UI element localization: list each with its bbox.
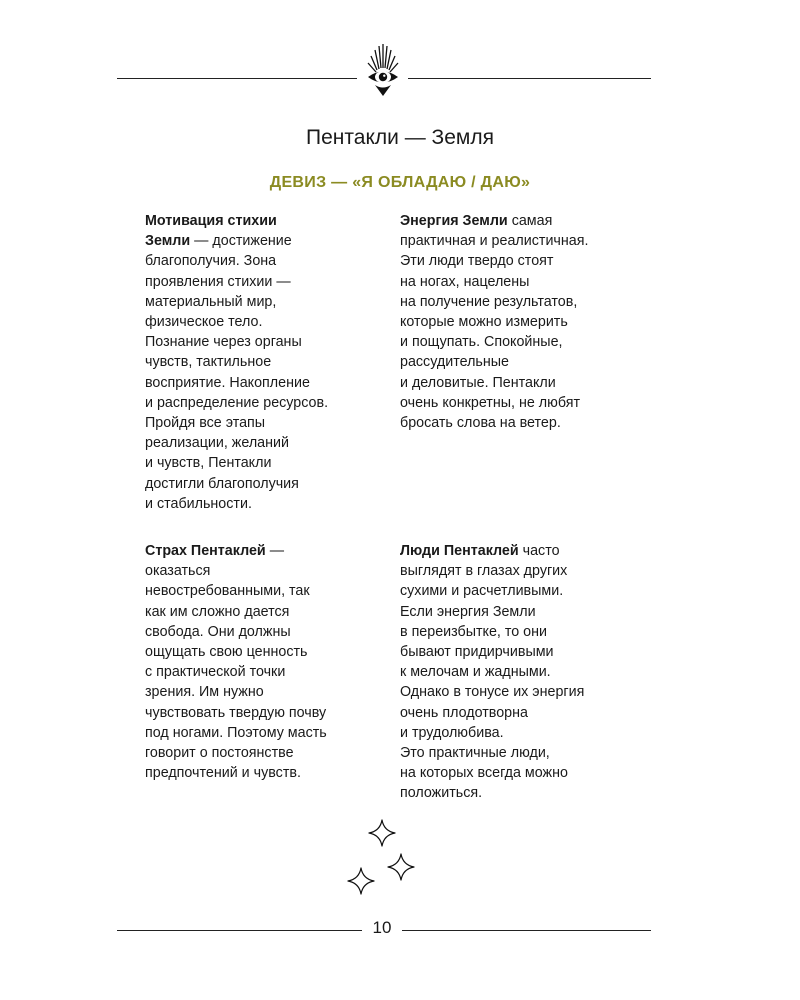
text-line: положиться. <box>400 785 483 802</box>
text-line: достигли благополучия <box>145 475 299 492</box>
text-line: и стабильности. <box>145 495 252 512</box>
text-line: и распределение ресурсов. <box>145 394 329 411</box>
text-line: которые можно измерить <box>400 314 568 331</box>
text-line: — <box>265 543 284 559</box>
text-line: часто <box>518 543 560 559</box>
text-line: Эти люди твердо стоят <box>400 253 554 270</box>
header-rule-right <box>408 78 651 79</box>
text-line: очень плодотворна <box>400 704 528 721</box>
text-line: чувств, тактильное <box>145 354 272 371</box>
text-line: невостребованными, так <box>145 583 310 600</box>
text-line: Пройдя все этапы <box>145 415 266 432</box>
header-rule-left <box>117 78 357 79</box>
text-line: восприятие. Накопление <box>145 374 310 391</box>
text-line: ощущать свою ценность <box>145 644 308 661</box>
text-line: и трудолюбива. <box>400 724 504 741</box>
text-line: в переизбытке, то они <box>400 623 548 640</box>
text-line: Однако в тонусе их энергия <box>400 684 585 701</box>
text-block-people <box>400 541 635 804</box>
text-block-motivation <box>145 211 380 514</box>
block-lead: Энергия Земли <box>400 213 508 229</box>
text-line: и пощупать. Спокойные, <box>400 334 563 351</box>
text-line: реализации, желаний <box>145 435 289 452</box>
text-line: как им сложно дается <box>145 603 290 620</box>
text-line: физическое тело. <box>145 314 263 331</box>
text-line: говорит о постоянстве <box>145 745 294 762</box>
text-line: к мелочам и жадными. <box>400 664 551 681</box>
text-line: предпочтений и чувств. <box>145 765 301 782</box>
text-line: и деловитые. Пентакли <box>400 374 556 391</box>
text-line: выглядят в глазах других <box>400 563 568 580</box>
block-lead-cont: Земли <box>145 233 191 250</box>
footer-rule-right <box>402 930 651 931</box>
text-line: проявления стихии — <box>145 273 291 290</box>
text-line: зрения. Им нужно <box>145 684 264 701</box>
page-number: 10 <box>372 918 392 937</box>
text-line: оказаться <box>145 563 211 580</box>
text-line: благополучия. Зона <box>145 253 277 270</box>
text-line: очень конкретны, не любят <box>400 394 581 411</box>
block-lead: Страх Пентаклей <box>145 543 266 559</box>
text-line: на получение результатов, <box>400 293 578 310</box>
text-line: Познание через органы <box>145 334 302 351</box>
block-lead: Мотивация стихии <box>145 213 277 229</box>
text-line: на ногах, нацелены <box>400 273 530 290</box>
text-line: — достижение <box>190 233 292 250</box>
text-line: чувствовать твердую почву <box>145 704 327 721</box>
text-line: самая <box>507 213 553 229</box>
text-line: и чувств, Пентакли <box>145 455 272 472</box>
text-line: рассудительные <box>400 354 509 371</box>
text-line: практичная и реалистичная. <box>400 233 589 250</box>
block-lead: Люди Пентаклей <box>400 543 519 559</box>
page-title: Пентакли — Земля <box>306 126 494 149</box>
eye-ornament-icon <box>359 40 407 100</box>
text-line: бросать слова на ветер. <box>400 415 561 432</box>
text-block-fear <box>145 541 380 783</box>
footer-rule-left <box>117 930 362 931</box>
text-line: материальный мир, <box>145 293 277 310</box>
text-line: под ногами. Поэтому масть <box>145 724 327 741</box>
text-line: сухими и расчетливыми. <box>400 583 564 600</box>
motto-heading: ДЕВИЗ — «Я ОБЛАДАЮ / ДАЮ» <box>269 174 531 191</box>
text-line: Если энергия Земли <box>400 603 536 620</box>
text-line: с практической точки <box>145 664 286 681</box>
text-block-energy <box>400 211 635 433</box>
text-line: свобода. Они должны <box>145 623 291 640</box>
text-line: на которых всегда можно <box>400 765 568 782</box>
sparkle-stars-icon <box>340 812 430 902</box>
text-line: бывают придирчивыми <box>400 644 554 661</box>
text-line: Это практичные люди, <box>400 745 550 762</box>
